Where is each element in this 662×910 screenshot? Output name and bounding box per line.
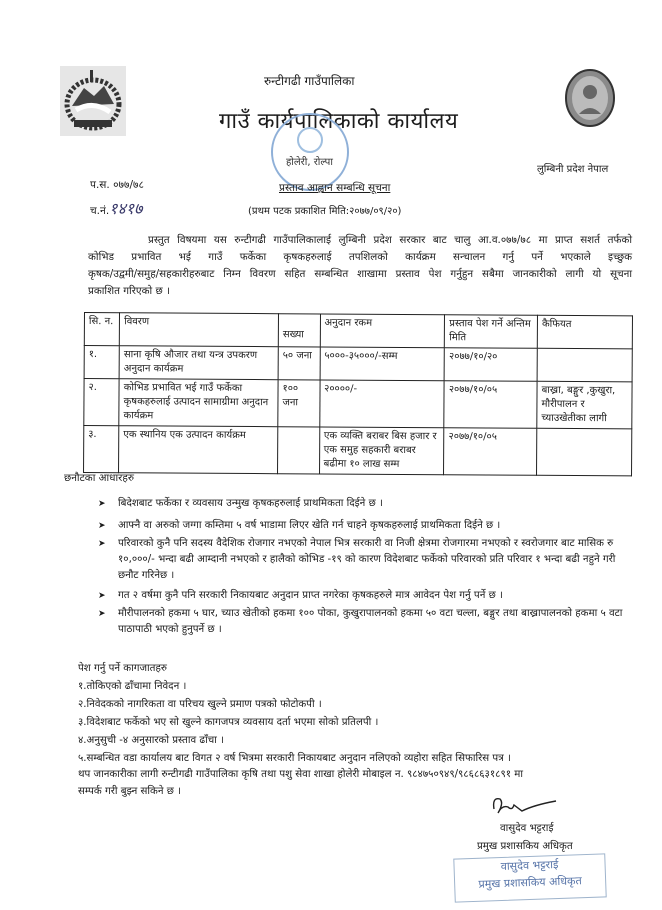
cell-deadline: २०७७/१०/०५	[444, 381, 537, 429]
arrow-bullet-icon: ➤	[98, 609, 106, 619]
intro-line: प्रकाशित गरिएको छ ।	[88, 285, 170, 297]
header-count: सख्या	[278, 314, 320, 347]
table-row	[84, 379, 632, 429]
dispatch-number	[90, 197, 142, 219]
stamp-title-text: प्रमुख प्रशासकिय अधिकृत	[478, 874, 582, 891]
dispatch-number-value: १४१७	[109, 199, 143, 218]
document-item: ५.सम्बन्धित वडा कार्यालय बाट विगत २ वर्ष भित्रमा सरकारी निकायबाट अनुदान नलिएको व्यहोरा सहित सिफारिस पत्र ।	[78, 753, 511, 764]
nepal-government-emblem	[60, 66, 126, 136]
intro-line: प्रस्तुत विषयमा यस रुन्टीगढी गाउँपालिकालाई लुम्बिनी प्रदेश सरकार बाट चालु आ.व.०७७/७८ मा प्राप्त सशर्त तर्फको	[148, 234, 632, 246]
table-row	[84, 346, 632, 382]
cell-description: साना कृषि औजार तथा यन्त्र उपकरण अनुदान कार्यक्रम	[119, 346, 278, 380]
arrow-bullet-icon: ➤	[98, 591, 106, 601]
criteria-text: बिदेशबाट फर्केका र व्यवसाय उन्मुख कृषकहरुलाई प्राथमिकता दिईने छ ।	[118, 498, 383, 509]
intro-paragraph	[88, 232, 632, 300]
name-stamp	[453, 853, 606, 902]
document-item: १.तोकिएको ढाँचामा निवेदन ।	[78, 681, 187, 692]
cell-sn: १.	[84, 346, 119, 379]
document-item: २.निवेदकको नागरिकता वा परिचय खुल्ने प्रमाण पत्रको फोटोकपी ।	[78, 699, 322, 710]
office-title: गाउँ कार्यपालिकाको कार्यालय	[219, 109, 459, 134]
selection-criteria-list	[98, 496, 638, 640]
publication-date: (प्रथम पटक प्रकाशित मिति:२०७७/०९/२०)	[248, 206, 402, 217]
table-row	[84, 426, 632, 476]
arrow-bullet-icon: ➤	[98, 499, 106, 509]
selection-criteria-title: छनौटका आधारहरु	[64, 472, 134, 484]
criteria-item	[98, 518, 638, 534]
emblem-right-icon	[563, 66, 617, 130]
table-header-row	[84, 313, 632, 349]
cell-sn: ३.	[84, 426, 119, 473]
header-sn: सि. न.	[84, 313, 119, 346]
criteria-text: मौरीपालनको हकमा ५ घार, च्याउ खेतीको हकमा १०० पोका, कुखुरापालनको हकमा ५० वटा चल्ला, बङ्गुर तथा बाख्रापालनको हकमा ५ वटा पाठापाठी भएको हुनुपर्ने छ ।	[118, 608, 623, 635]
cell-deadline: २०७७/१०/०५	[444, 428, 537, 476]
cell-description: कोभिड प्रभावित भई गाउँ फर्केका कृषकहरुलाई उत्पादन सामाग्रीमा अनुदान कार्यक्रम	[119, 379, 278, 427]
cell-remarks	[537, 428, 632, 476]
intro-line: कृषक/उद्वमी/समुह/सहकारीहरुबाट निम्न विवरण सहित सम्बन्धित शाखामा प्रस्ताव पेश गर्नुहुन सबैमा जानकारीको लागी यो सूचना	[88, 268, 632, 280]
criteria-item	[98, 536, 638, 584]
contact-line: थप जानकारीका लागी रुन्टीगढी गाउँपालिका कृषि तथा पशु सेवा शाखा होलेरी मोबाइल न. ९८४७५०९४९/९८६८६३१८९१ मा	[78, 769, 524, 780]
cell-deadline: २०७७/१०/२०	[444, 348, 537, 382]
municipality-name: रुन्टीगढी गाउँपालिका	[264, 74, 355, 88]
required-documents	[78, 660, 511, 768]
cell-amount: २००००/-	[319, 380, 444, 428]
arrow-bullet-icon: ➤	[98, 521, 106, 531]
office-stamp-text: होलेरी, रोल्पा	[286, 157, 333, 168]
dispatch-label: च.नं.	[90, 205, 110, 217]
cell-amount: ५०००-३५०००/-सम्म	[320, 347, 445, 381]
programs-table	[83, 312, 633, 476]
criteria-item	[98, 606, 638, 638]
document-item: ४.अनुसुची -४ अनुसारको प्रस्ताव ढाँचा ।	[78, 735, 224, 746]
cell-sn: २.	[84, 379, 119, 426]
signer-title: प्रमुख प्रशासकिय अधिकृत	[477, 841, 573, 852]
cell-count: १०० जना	[278, 380, 320, 427]
header-amount: अनुदान रकम	[320, 314, 445, 348]
lumbini-province-emblem	[563, 66, 617, 130]
criteria-item	[98, 496, 638, 512]
cell-remarks	[537, 348, 632, 382]
header-description: विवरण	[119, 313, 278, 347]
signer-name: वासुदेव भट्टराई	[500, 823, 554, 834]
notice-subject: प्रस्ताव आह्वान सम्बन्धि सूचना	[279, 182, 391, 194]
signature-icon	[488, 793, 558, 819]
emblem-left-icon	[60, 66, 126, 136]
cell-count	[278, 427, 320, 474]
cell-description: एक स्थानिय एक उत्पादन कार्यक्रम	[119, 426, 278, 474]
criteria-text: गत २ वर्षमा कुनै पनि सरकारी निकायबाट अनुदान प्राप्त नगरेका कृषकहरुले मात्र आवेदन पेश गर्नु पर्ने छ ।	[118, 590, 503, 601]
criteria-text: परिवारको कुनै पनि सदस्य वैदेशिक रोजगार नभएको नेपाल भित्र सरकारी वा निजी क्षेत्रमा रोजगारमा नभएको र स्वरोजगार बाट मासिक रु १०,०००/- भन्दा बढी आम्दानी नभएको र हालैको कोभिड -१९ को कारण विदेशबाट फर्केको परिवारको प्रति परिवार १ भन्दा बढी नहुने गरी छनौट गरिनेछ ।	[118, 538, 616, 581]
cell-count: ५० जना	[278, 347, 320, 380]
criteria-item	[98, 588, 638, 604]
stamp-name-text: वासुदेव भट्टराई	[500, 858, 559, 874]
arrow-bullet-icon: ➤	[98, 539, 106, 549]
fiscal-year-ref: प.स. ०७७/७८	[90, 179, 144, 191]
signature	[488, 793, 558, 819]
cell-amount: एक व्यक्ति बराबर बिस हजार र एक समुह सहकारी बराबर बढीमा १० लाख सम्म	[319, 427, 444, 475]
required-documents-title: पेश गर्नु पर्ने कागजातहरु	[78, 663, 167, 674]
criteria-text: आफ्नै वा अरुको जग्गा कम्तिमा ५ वर्ष भाडामा लिएर खेति गर्न चाहने कृषकहरुलाई प्राथमिकता दिईने छ ।	[118, 520, 501, 531]
document-item: ३.विदेशबाट फर्केको भए सो खुल्ने कागजपत्र व्यवसाय दर्ता भएमा सोको प्रतिलपी ।	[78, 717, 379, 728]
header-remarks: कैफियत	[537, 315, 632, 349]
header-deadline: प्रस्ताव पेश गर्ने अन्तिम मिति	[445, 315, 538, 349]
contact-line: सम्पर्क गरी बुझ्न सकिने छ ।	[78, 786, 182, 797]
province-name: लुम्बिनी प्रदेश नेपाल	[537, 164, 609, 175]
cell-remarks: बाख्रा, बङ्गुर ,कुखुरा, मौरीपालन र च्याउखेतीका लागी	[537, 381, 632, 429]
intro-line: कोभिड प्रभावित भई गाउँ फर्केका कृषकहरुलाई तपशिलको कार्यक्रम सन्चालन गर्नु पर्ने भएकाले इच्छुक	[88, 251, 632, 263]
